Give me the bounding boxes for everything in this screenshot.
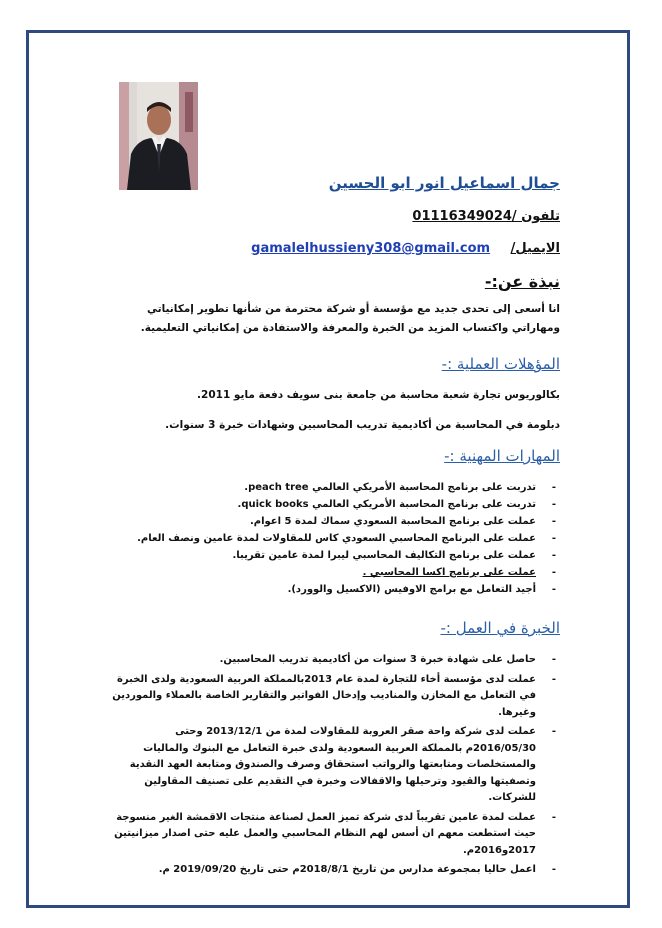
qualification-item: دبلومة في المحاسبة من أكاديمية تدريب المحاسبين وشهادات خبرة 3 سنوات.	[165, 419, 560, 431]
email-line	[251, 238, 560, 260]
list-item: - حاصل على شهادة خبرة 3 سنوات من أكاديمية تدريب المحاسبين.	[112, 652, 560, 669]
phone-label: تلفون /	[511, 209, 560, 224]
experience-list	[112, 652, 560, 882]
list-item: - اعمل حاليا بمجموعة مدارس من تاريخ 2018/8/1م حتى تاريخ 2019/09/20 م.	[112, 862, 560, 879]
email-label: الايميل/	[510, 241, 560, 256]
list-item: - تدربت على برنامج المحاسبة الأمريكي العالمي quick books.	[112, 496, 560, 513]
qualification-item: بكالوريوس تجارة شعبة محاسبة من جامعة بنى سويف دفعة مايو 2011.	[197, 389, 560, 401]
list-item: - تدربت على برنامج المحاسبة الأمريكي العالمي peach tree.	[112, 479, 560, 496]
about-title: نبذة عن:-	[484, 272, 560, 291]
about-text: انا أسعى إلى تحدى جديد مع مؤسسة أو شركة محترمة من شأنها تطوير إمكانياتي ومهاراتي واكتساب المزيد من الخبرة والمعرفة والاستفادة من إمكانياتي التعليمية.	[140, 303, 560, 334]
list-item: - عملت على برنامج اكسا المحاسبي .	[112, 564, 560, 581]
skills-title: المهارات المهنية :-	[444, 447, 560, 465]
list-item: - عملت لدى شركة واحة صقر العروبة للمقاولات لمدة من 2013/12/1 وحتى 2016/05/30م بالمملكة العربية السعودية ولدى خبرة التعامل مع البنوك والماليات والمستخلصات ومتابعتها والرواتب استحقاق وصرف والصندوق ومتابعة العهد النقدية وتصفيتها والقيود وترحيلها والاقفالات وخبرة في التقديم على تصنيف المقاولين للشركات.	[112, 724, 560, 807]
list-item: - عملت لمدة عامين تقريباً لدى شركة تميز العمل لصناعة منتجات الاقمشة الغير منسوجة حيث استطعت معهم ان أسس لهم النظام المحاسبي والعمل عليه حتى اصدار ميزانيتين 2017و2016م.	[112, 810, 560, 860]
list-item: - أجيد التعامل مع برامج الاوفيس (الاكسيل والوورد).	[112, 581, 560, 598]
candidate-name: جمال اسماعيل انور ابو الحسين	[328, 174, 560, 192]
experience-title: الخبرة في العمل :-	[440, 619, 560, 637]
list-item: - عملت لدى مؤسسة أخاء للتجارة لمدة عام 2013بالمملكة العربية السعودية ولدى الخبرة في التعامل مع المخازن والمناديب وإدخال الفواتير والتقارير الخاصة بالعملاء والموردين وغيرها.	[112, 672, 560, 722]
list-item: - عملت على البرنامج المحاسبي السعودي كاس للمقاولات لمدة عامين ونصف العام.	[112, 530, 560, 547]
phone-number: 01116349024	[412, 209, 512, 224]
list-item: - عملت على برنامج التكاليف المحاسبي ليبرا لمدة عامين تقريبا.	[112, 547, 560, 564]
profile-photo	[119, 82, 198, 190]
qualifications-title: المؤهلات العملية :-	[441, 355, 560, 373]
skills-list	[112, 479, 560, 598]
phone-line	[412, 206, 560, 228]
list-item: - عملت على برنامج المحاسبة السعودي سماك لمدة 5 اعوام.	[112, 513, 560, 530]
email-link[interactable]: gamalelhussieny308@gmail.com	[251, 241, 491, 256]
